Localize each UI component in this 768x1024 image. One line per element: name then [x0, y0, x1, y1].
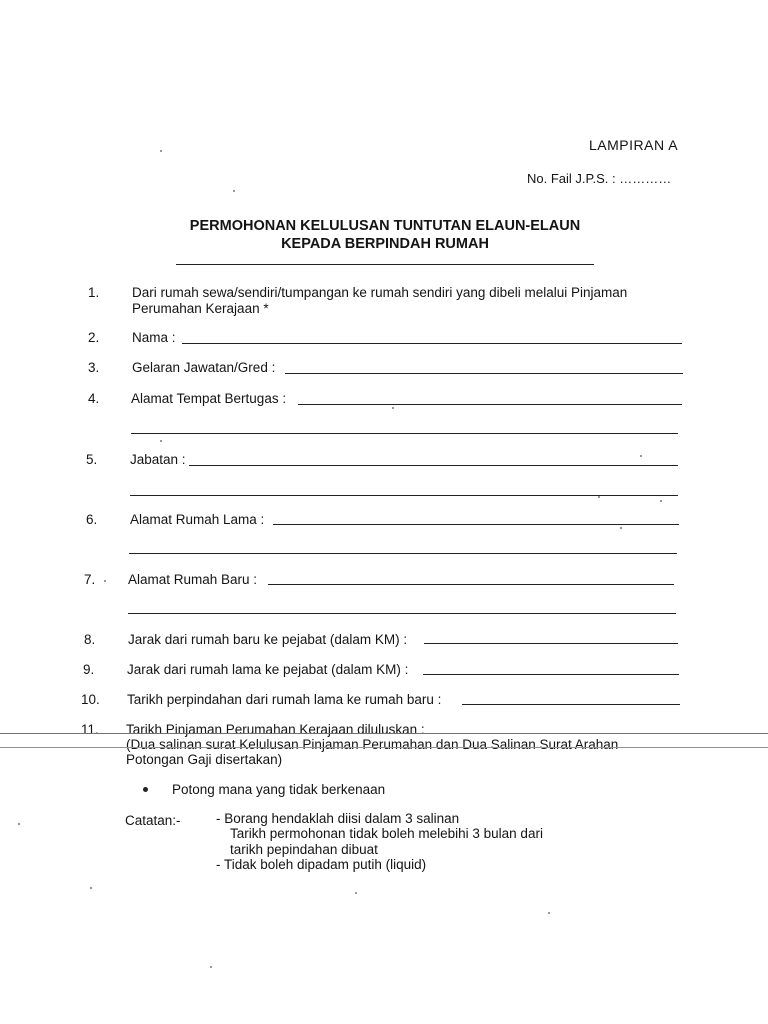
scan-speck	[90, 887, 92, 889]
scan-speck	[640, 455, 642, 457]
distance-new-home-label: Jarak dari rumah baru ke pejabat (dalam KM) :	[128, 632, 408, 647]
distance-new-home-field[interactable]	[424, 643, 678, 644]
item-number: 1.	[88, 285, 100, 300]
workplace-address-field-line-2[interactable]	[131, 433, 678, 434]
name-field[interactable]	[182, 343, 682, 344]
form-title-line-2: KEPADA BERPINDAH RUMAH	[281, 236, 489, 252]
item-number: 4.	[88, 391, 100, 406]
scan-speck	[210, 966, 212, 968]
item-1-text-line-2: Perumahan Kerajaan *	[132, 301, 269, 316]
old-address-field-line-2[interactable]	[129, 553, 677, 554]
scan-artifact-line	[0, 733, 768, 734]
item-number: 2.	[88, 330, 100, 345]
strike-out-instruction: Potong mana yang tidak berkenaan	[172, 782, 386, 797]
item-number: 8.	[84, 632, 96, 647]
new-address-field-line-2[interactable]	[128, 613, 676, 614]
move-date-field[interactable]	[462, 704, 680, 705]
notes-label: Catatan:-	[125, 813, 181, 828]
notes-line: Tarikh permohonan tidak boleh melebihi 3 bulan dari	[230, 826, 543, 841]
position-grade-label: Gelaran Jawatan/Gred :	[132, 360, 276, 375]
scan-speck	[620, 527, 622, 529]
old-address-label: Alamat Rumah Lama :	[130, 512, 265, 527]
form-title-line-1: PERMOHONAN KELULUSAN TUNTUTAN ELAUN-ELAUN	[189, 218, 581, 234]
item-1-text-line-1: Dari rumah sewa/sendiri/tumpangan ke rumah sendiri yang dibeli melalui Pinjaman	[132, 285, 628, 300]
scan-speck	[392, 407, 394, 409]
new-address-label: Alamat Rumah Baru :	[128, 572, 258, 587]
scan-speck	[660, 500, 662, 502]
scan-speck	[355, 892, 357, 894]
scan-speck	[160, 440, 162, 442]
workplace-address-field[interactable]	[298, 404, 682, 405]
item-number: 7.	[84, 572, 96, 587]
scan-speck	[104, 580, 106, 582]
department-field[interactable]	[189, 465, 678, 466]
title-underline	[176, 264, 594, 265]
notes-line: - Tidak boleh dipadam putih (liquid)	[216, 857, 427, 872]
scan-artifact-line	[0, 747, 768, 748]
move-date-label: Tarikh perpindahan dari rumah lama ke rumah baru :	[127, 692, 442, 707]
old-address-field[interactable]	[273, 524, 679, 525]
annex-label: LAMPIRAN A	[589, 137, 679, 153]
item-number: 5.	[86, 452, 98, 467]
loan-approval-date-label: Tarikh Pinjaman Perumahan Kerajaan diluluskan :	[126, 722, 425, 737]
department-label: Jabatan :	[130, 452, 186, 467]
bullet-icon	[143, 787, 148, 792]
position-grade-field[interactable]	[285, 373, 683, 374]
scan-speck	[548, 912, 550, 914]
notes-line: - Borang hendaklah diisi dalam 3 salinan	[216, 811, 460, 826]
workplace-address-label: Alamat Tempat Bertugas :	[131, 391, 287, 406]
item-number: 10.	[81, 692, 100, 707]
name-label: Nama :	[132, 330, 176, 345]
item-number: 3.	[88, 360, 100, 375]
scan-speck	[160, 150, 162, 152]
department-field-line-2[interactable]	[130, 495, 678, 496]
notes-line: tarikh pepindahan dibuat	[230, 842, 378, 857]
item-number: 9.	[83, 662, 95, 677]
loan-approval-note-line-1: (Dua salinan surat Kelulusan Pinjaman Perumahan dan Dua Salinan Surat Arahan	[126, 737, 619, 752]
distance-old-home-field[interactable]	[423, 674, 679, 675]
scan-speck	[18, 823, 20, 825]
scan-speck	[233, 190, 235, 192]
scan-speck	[598, 496, 600, 498]
file-number: No. Fail J.P.S. : …………	[527, 171, 672, 186]
new-address-field[interactable]	[268, 584, 674, 585]
loan-approval-note-line-2: Potongan Gaji disertakan)	[126, 752, 283, 767]
item-number: 6.	[86, 512, 98, 527]
item-number: 11.	[81, 722, 99, 737]
distance-old-home-label: Jarak dari rumah lama ke pejabat (dalam KM) :	[127, 662, 409, 677]
